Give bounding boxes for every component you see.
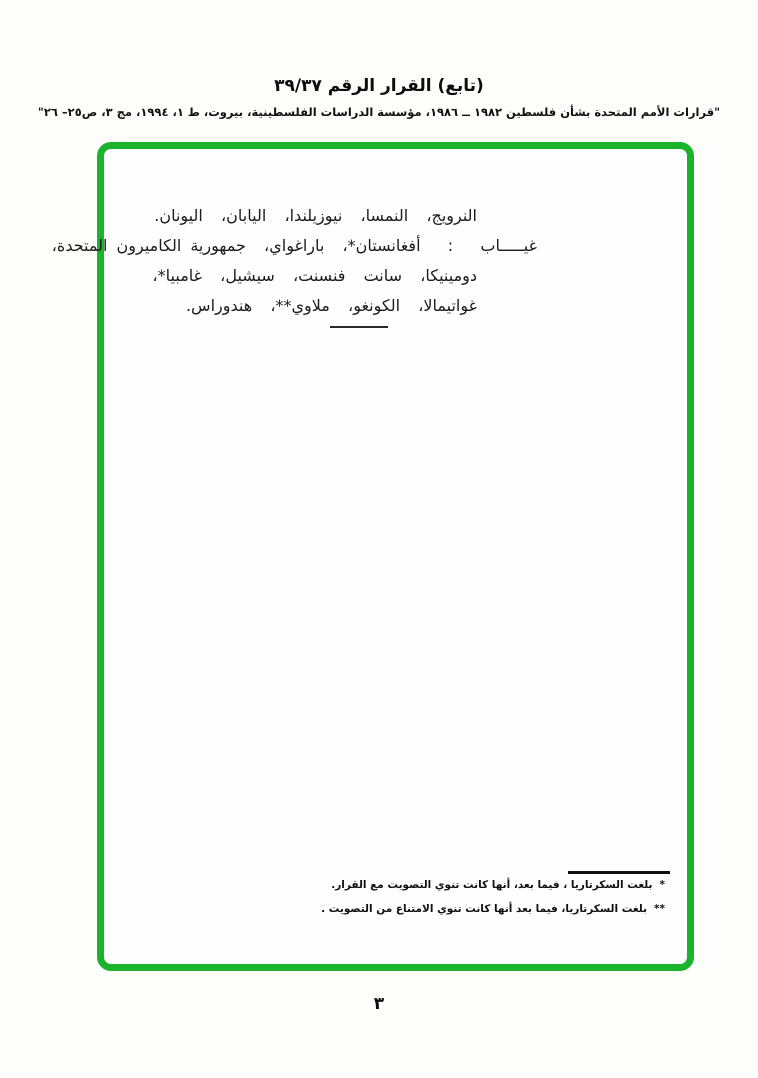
footnote-text: بلغت السكرتاريا، فيما بعد أنها كانت تنوي الامتناع من التصويت . — [321, 903, 648, 915]
page-number: ٣ — [373, 994, 385, 1014]
footnote-marker: ** — [654, 903, 665, 915]
section-divider — [330, 326, 388, 328]
footnote-item — [321, 903, 665, 915]
footnote-text: بلغت السكرتاريا ، فيما بعد، أنها كانت تنوي التصويت مع القرار. — [331, 879, 653, 891]
citation-line: "قرارات الأمم المتحدة بشأن فلسطين ١٩٨٢ ــ ١٩٨٦، مؤسسة الدراسات الفلسطينية، بيروت، ط ١، ١٩٩٤، مج ٣، ص٢٥– ٢٦" — [37, 105, 721, 119]
page-title: (تابع) القرار الرقم ٣٩/٣٧ — [274, 76, 484, 96]
body-line-countries-continued: النرويج، النمسا، نيوزيلندا، اليابان، اليونان. — [154, 206, 477, 225]
content-frame — [51, 142, 694, 971]
footnote-item — [331, 879, 665, 891]
body-line-absent-label: غيـــــاب : أفغانستان*، باراغواي، جمهورية الكاميرون المتحدة، — [51, 236, 537, 255]
footnote-rule — [568, 871, 670, 874]
body-line-absent-countries-end: غواتيمالا، الكونغو، ملاوي**، هندوراس. — [185, 296, 477, 315]
footnote-marker: * — [659, 879, 665, 891]
body-line-absent-countries: دومينيكا، سانت فنسنت، سيشيل، غامبيا*، — [152, 266, 477, 285]
